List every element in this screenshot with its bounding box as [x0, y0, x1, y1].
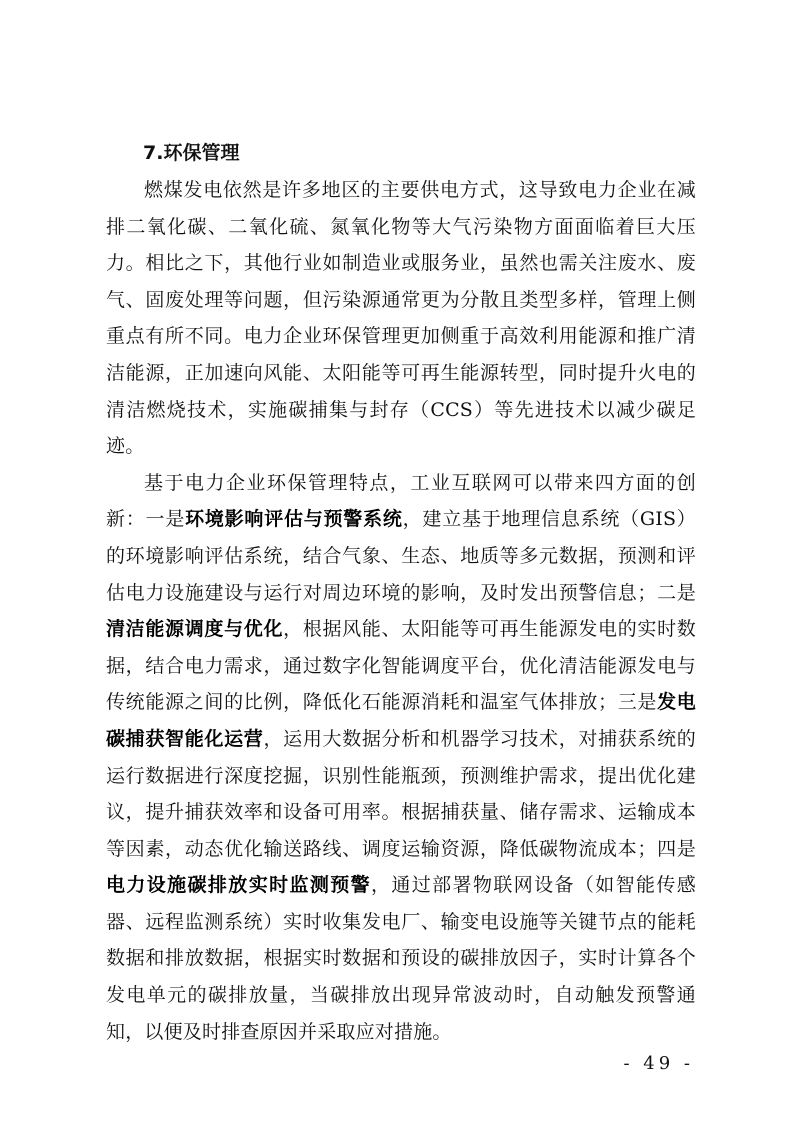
term-carbon-emission-monitoring: 电力设施碳排放实时监测预警	[106, 874, 372, 897]
paragraph-2-text-2: ，根据风能、太阳能等可再生能源发电的实时数据，结合电力需求，通过数字化智能调度平台，优化清洁能源发电与传统能源之间的比例，降低化石能源消耗和温室气体排放；三是	[106, 618, 696, 714]
paragraph-2-text-1: ，建立基于地理信息系统（GIS）的环境影响评估系统，结合气象、生态、地质等多元数据，预测和评估电力设施建设与运行对周边环境的影响，及时发出预警信息；二是	[106, 508, 697, 604]
page-number: - 49 -	[623, 1053, 694, 1074]
body-text	[106, 172, 696, 1050]
paragraph-2-text-3: ，运用大数据分析和机器学习技术，对捕获系统的运行数据进行深度挖掘，识别性能瓶颈，预测维护需求，提出优化建议，提升捕获效率和设备可用率。根据捕获量、储存需求、运输成本等因素，动态优化输送路线、调度运输资源，降低碳物流成本；四是	[106, 727, 696, 860]
term-carbon-capture-operation: 发电碳捕获智能化运营	[106, 691, 696, 750]
term-clean-energy-dispatch: 清洁能源调度与优化	[106, 618, 284, 641]
paragraph-2	[106, 465, 696, 1051]
paragraph-2-intro: 基于电力企业环保管理特点，工业互联网可以带来四方面的创新：一是	[106, 471, 696, 531]
paragraph-1: 燃煤发电依然是许多地区的主要供电方式，这导致电力企业在减排二氧化碳、二氧化硫、氮氧化物等大气污染物方面面临着巨大压力。相比之下，其他行业如制造业或服务业，虽然也需关注废水、废气、固废处理等问题，但污染源通常更为分散且类型多样，管理上侧重点有所不同。电力企业环保管理更加侧重于高效利用能源和推广清洁能源，正加速向风能、太阳能等可再生能源转型，同时提升火电的清洁燃烧技术，实施碳捕集与封存（CCS）等先进技术以减少碳足迹。	[106, 179, 696, 458]
paragraph-2-text-4: ，通过部署物联网设备（如智能传感器、远程监测系统）实时收集发电厂、输变电设施等关键节点的能耗数据和排放数据，根据实时数据和预设的碳排放因子，实时计算各个发电单元的碳排放量，当碳排放出现异常波动时，自动触发预警通知，以便及时排查原因并采取应对措施。	[106, 874, 696, 1043]
section-heading: 7.环保管理	[143, 142, 240, 164]
term-environmental-assessment: 环境影响评估与预警系统	[185, 508, 403, 531]
